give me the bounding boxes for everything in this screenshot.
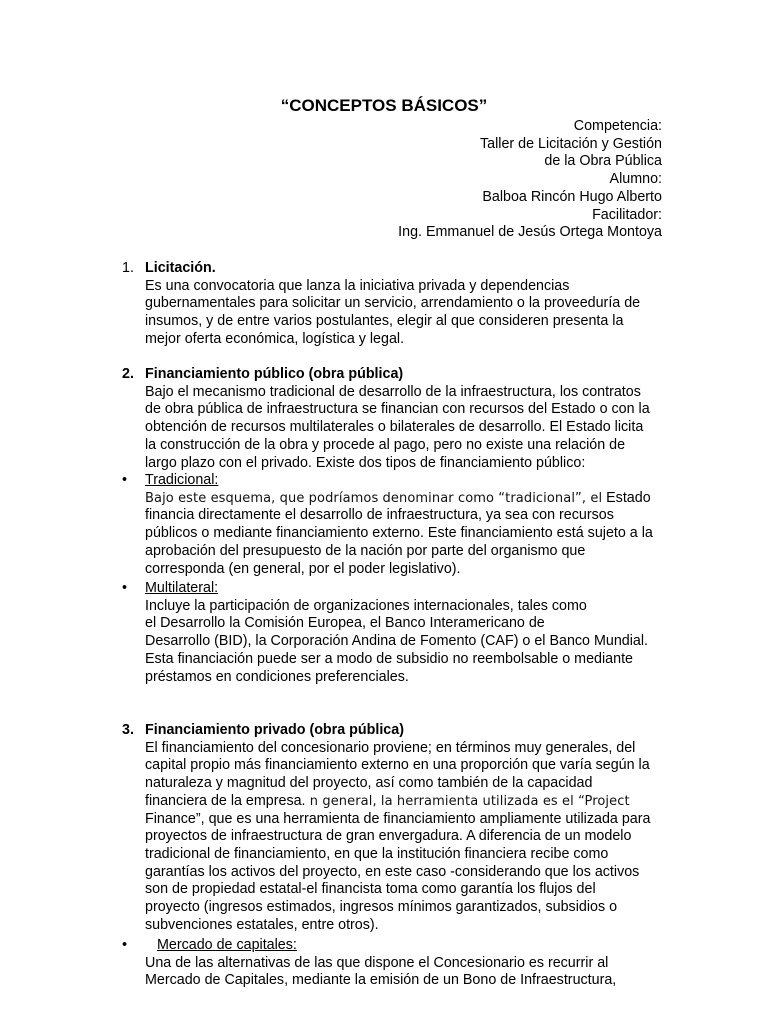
paragraph-line: subvenciones estatales, entre otros). <box>145 916 379 933</box>
paragraph-line: naturaleza y magnitud del proyecto, así como también de la capacidad <box>145 775 593 792</box>
paragraph-line <box>145 793 690 811</box>
paragraph-line: Mercado de Capitales, mediante la emisión de un Bono de Infraestructura, <box>145 972 617 989</box>
paragraph-line: de obra pública de infraestructura se financian con recursos del Estado o con la <box>145 401 650 418</box>
paragraph-segment-alt: Bajo este esquema, que podríamos denominar como “tradicional”, el <box>145 490 603 506</box>
paragraph-line: gubernamentales para solicitar un servicio, arrendamiento o la proveeduría de <box>145 295 641 312</box>
bullet-heading: Mercado de capitales: <box>157 937 297 953</box>
paragraph-line: Incluye la participación de organizaciones internacionales, tales como <box>145 597 587 614</box>
document-title: “CONCEPTOS BÁSICOS” <box>280 96 488 115</box>
bullet-heading: Multilateral: <box>145 580 219 596</box>
paragraph-line: tradicional de financiamiento, en que la institución financiera recibe como <box>145 845 609 862</box>
paragraph-line: El financiamiento del concesionario proviene; en términos muy generales, del <box>145 739 636 756</box>
section-heading: Licitación. <box>145 260 216 276</box>
paragraph-line: mejor oferta económica, logística y legal. <box>145 330 405 347</box>
paragraph-line: Bajo el mecanismo tradicional de desarrollo de la infraestructura, los contratos <box>145 383 641 400</box>
header-alumno-label: Alumno: <box>609 171 662 188</box>
paragraph-line: públicos o mediante financiamiento externo. Este financiamiento está sujeto a la <box>145 525 653 542</box>
paragraph-line: Una de las alternativas de las que dispone el Concesionario es recurrir al <box>145 954 609 971</box>
document-header <box>398 118 662 242</box>
paragraph-line: la construcción de la obra y procede al pago, pero no existe una relación de <box>145 436 626 453</box>
paragraph-line: Finance”, que es una herramienta de financiamiento ampliamente utilizada para <box>145 810 651 827</box>
paragraph-line: el Desarrollo la Comisión Europea, el Banco Interamericano de <box>145 615 545 632</box>
header-competencia-value-1: Taller de Licitación y Gestión <box>480 135 662 152</box>
paragraph-line: Es una convocatoria que lanza la iniciativa privada y dependencias <box>145 277 570 294</box>
header-facilitador-value: Ing. Emmanuel de Jesús Ortega Montoya <box>398 224 662 241</box>
paragraph-line: aprobación del presupuesto de la nación por parte del organismo que <box>145 542 586 559</box>
bullet-icon: • <box>122 580 128 596</box>
header-competencia-value-2: de la Obra Pública <box>544 153 662 170</box>
paragraph-line: son de propiedad estatal-el financista toma como garantía los flujos del <box>145 881 596 898</box>
bullet-icon: • <box>122 472 128 488</box>
paragraph-line: Desarrollo (BID), la Corporación Andina de Fomento (CAF) o el Banco Mundial. <box>145 633 649 650</box>
paragraph-segment: financiera de la empresa. <box>145 792 306 809</box>
paragraph-line: proyecto (ingresos estimados, ingresos mínimos garantizados, subsidios o <box>145 899 618 916</box>
section-number: 2. <box>122 366 134 382</box>
paragraph-line: insumos, y de entre varios postulantes, elegir al que consideren presenta la <box>145 313 624 330</box>
section-number: 1. <box>122 260 134 276</box>
section-number: 3. <box>122 722 134 738</box>
paragraph-line: financia directamente el desarrollo de infraestructura, ya sea con recursos <box>145 507 614 524</box>
paragraph-line: capital propio más financiamiento externo en una proporción que varía según la <box>145 757 650 774</box>
bullet-icon: • <box>122 937 128 953</box>
paragraph-line: Esta financiación puede ser a modo de subsidio no reembolsable o mediante <box>145 650 633 667</box>
paragraph-line: garantías los activos del proyecto, en este caso -considerando que los activos <box>145 863 640 880</box>
paragraph-line: obtención de recursos multilaterales o bilaterales de desarrollo. El Estado licita <box>145 419 644 436</box>
paragraph-line <box>145 490 690 508</box>
header-facilitador-label: Facilitador: <box>592 206 662 223</box>
paragraph-line: préstamos en condiciones preferenciales. <box>145 668 409 685</box>
header-competencia-label: Competencia: <box>573 118 662 134</box>
paragraph-line: proyectos de infraestructura de gran envergadura. A diferencia de un modelo <box>145 828 632 845</box>
section-heading: Financiamiento público (obra pública) <box>145 366 404 382</box>
header-alumno-value: Balboa Rincón Hugo Alberto <box>482 188 662 205</box>
paragraph-line: largo plazo con el privado. Existe dos tipos de financiamiento público: <box>145 454 586 471</box>
paragraph-line: corresponda (en general, por el poder legislativo). <box>145 560 461 577</box>
bullet-heading: Tradicional: <box>145 472 219 488</box>
paragraph-segment: Estado <box>602 489 651 506</box>
paragraph-segment-alt: n general, la herramienta utilizada es el “Project <box>305 793 630 809</box>
section-heading: Financiamiento privado (obra pública) <box>145 722 404 738</box>
